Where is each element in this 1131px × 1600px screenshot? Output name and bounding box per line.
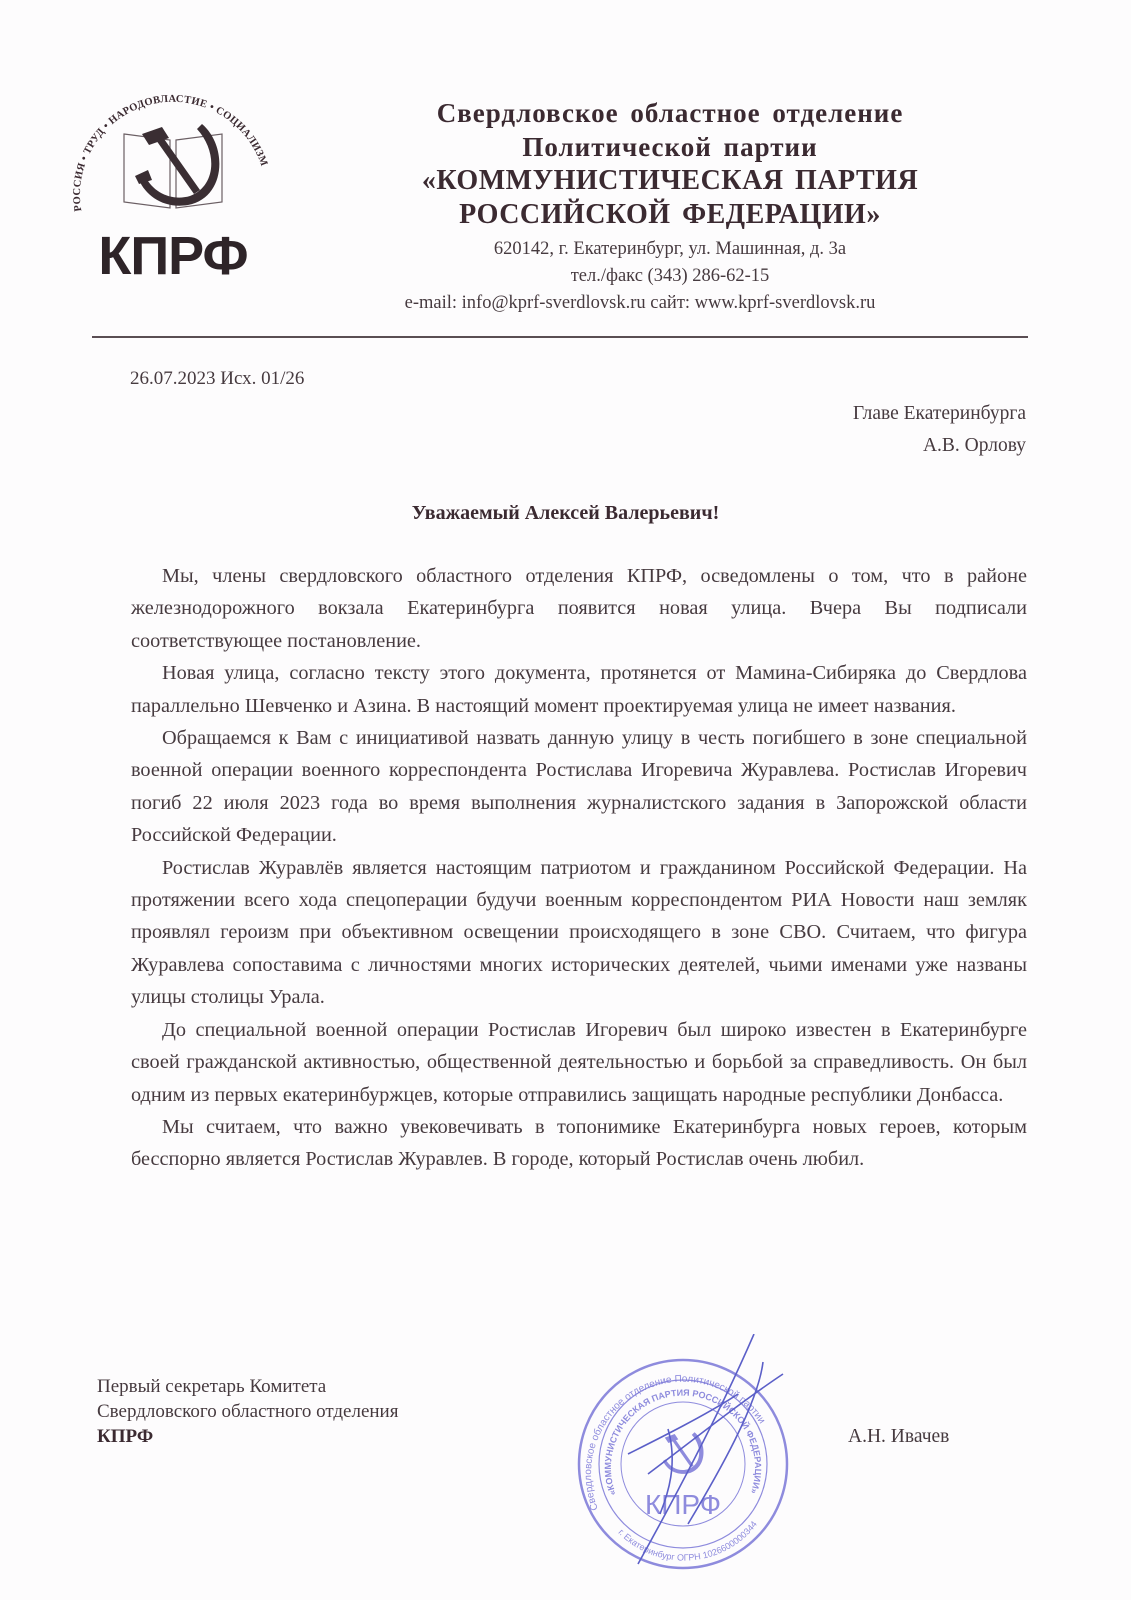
paragraph: Обращаемся к Вам с инициативой назвать данную улицу в честь погибшего в зоне специальной военной операции военного корреспондента Ростислава Игоревича Журавлева. Ростислав Игоревич погиб 22 июля 2023 года во время выполнения журналистского задания в Запорожской области Российской Федерации. [131, 727, 1027, 847]
signature-position [97, 1374, 398, 1449]
kprf-logo [60, 64, 286, 290]
hammer-sickle-icon [135, 124, 219, 206]
org-name-line: РОССИЙСКОЙ ФЕДЕРАЦИИ» [459, 199, 881, 230]
document-reference: 26.07.2023 Исх. 01/26 [130, 368, 305, 389]
org-short-name: КПРФ [97, 1426, 154, 1447]
paragraph: Мы, члены свердловского областного отделения КПРФ, осведомлены о том, что в районе железнодорожного вокзала Екатеринбурга появится новая улица. Вчера Вы подписали соответствующее постановление. [131, 565, 1027, 652]
salutation: Уважаемый Алексей Валерьевич! [411, 502, 720, 524]
stamp-bottom-text: г. Екатеринбург ОГРН 1026600000344 [616, 1519, 760, 1563]
phone: тел./факс (343) 286-62-15 [570, 266, 770, 286]
addressee [853, 398, 1026, 462]
addressee-title: Главе Екатеринбурга [852, 403, 1026, 424]
handwritten-signature [628, 1334, 783, 1564]
position-line: Первый секретарь Комитета [97, 1376, 327, 1397]
header-divider [92, 336, 1028, 338]
paragraph: Ростислав Журавлёв является настоящим патриотом и гражданином Российской Федерации. На протяжении всего хода спецоперации будучи военным корреспондентом РИА Новости наш земляк проявлял героизм при объективном освещении происходящего в зоне СВО. Считаем, что фигура Журавлева сопоставима с личностями многих исторических деятелей, чьими именами уже названы улицы столицы Урала. [131, 856, 1027, 1009]
paragraph: Мы считаем, что важно увековечивать в топонимике Екатеринбурга новых героев, которым бесспорно является Ростислав Журавлев. В городе, который Ростислав очень любил. [131, 1115, 1027, 1171]
signer-name: А.Н. Ивачев [848, 1426, 950, 1447]
logo-ring-text: РОССИЯ • ТРУД • НАРОДОВЛАСТИЕ • СОЦИАЛИЗМ [71, 93, 270, 213]
org-name-line: Политической партии [522, 132, 818, 162]
org-name-line: «КОММУНИСТИЧЕСКАЯ ПАРТИЯ [421, 165, 919, 196]
logo-abbreviation: КПРФ [98, 226, 248, 286]
letterhead [330, 96, 1010, 317]
address: 620142, г. Екатеринбург, ул. Машинная, д. 3а [493, 239, 847, 259]
stamp-inner-text: «КОММУНИСТИЧЕСКАЯ ПАРТИЯ РОССИЙСКОЙ ФЕДЕРАЦИИ» [602, 1387, 764, 1497]
book-icon [124, 134, 222, 208]
paragraph: Новая улица, согласно тексту этого документа, протянется от Мамина-Сибиряка до Свердлова параллельно Шевченко и Азина. В настоящий момент проектируемая улица не имеет названия. [131, 662, 1027, 717]
position-line: Свердловского областного отделения [97, 1401, 399, 1422]
official-stamp [568, 1334, 798, 1584]
email-site: e-mail: info@kprf-sverdlovsk.ru сайт: www.kprf-sverdlovsk.ru [404, 293, 876, 313]
org-name-line: Свердловское областное отделение [436, 98, 904, 128]
addressee-name: А.В. Орлову [922, 435, 1026, 456]
stamp-outer-text: Свердловское областное отделение Политической партии [582, 1373, 768, 1512]
letter-body [131, 560, 1027, 1176]
stamp-center-text: КПРФ [644, 1489, 722, 1520]
paragraph: До специальной военной операции Ростислав Игоревич был широко известен в Екатеринбурге своей гражданской активностью, общественной деятельностью и борьбой за справедливость. Он был одним из первых екатеринбуржцев, которые отправились защищать народные республики Донбасса. [131, 1018, 1027, 1106]
